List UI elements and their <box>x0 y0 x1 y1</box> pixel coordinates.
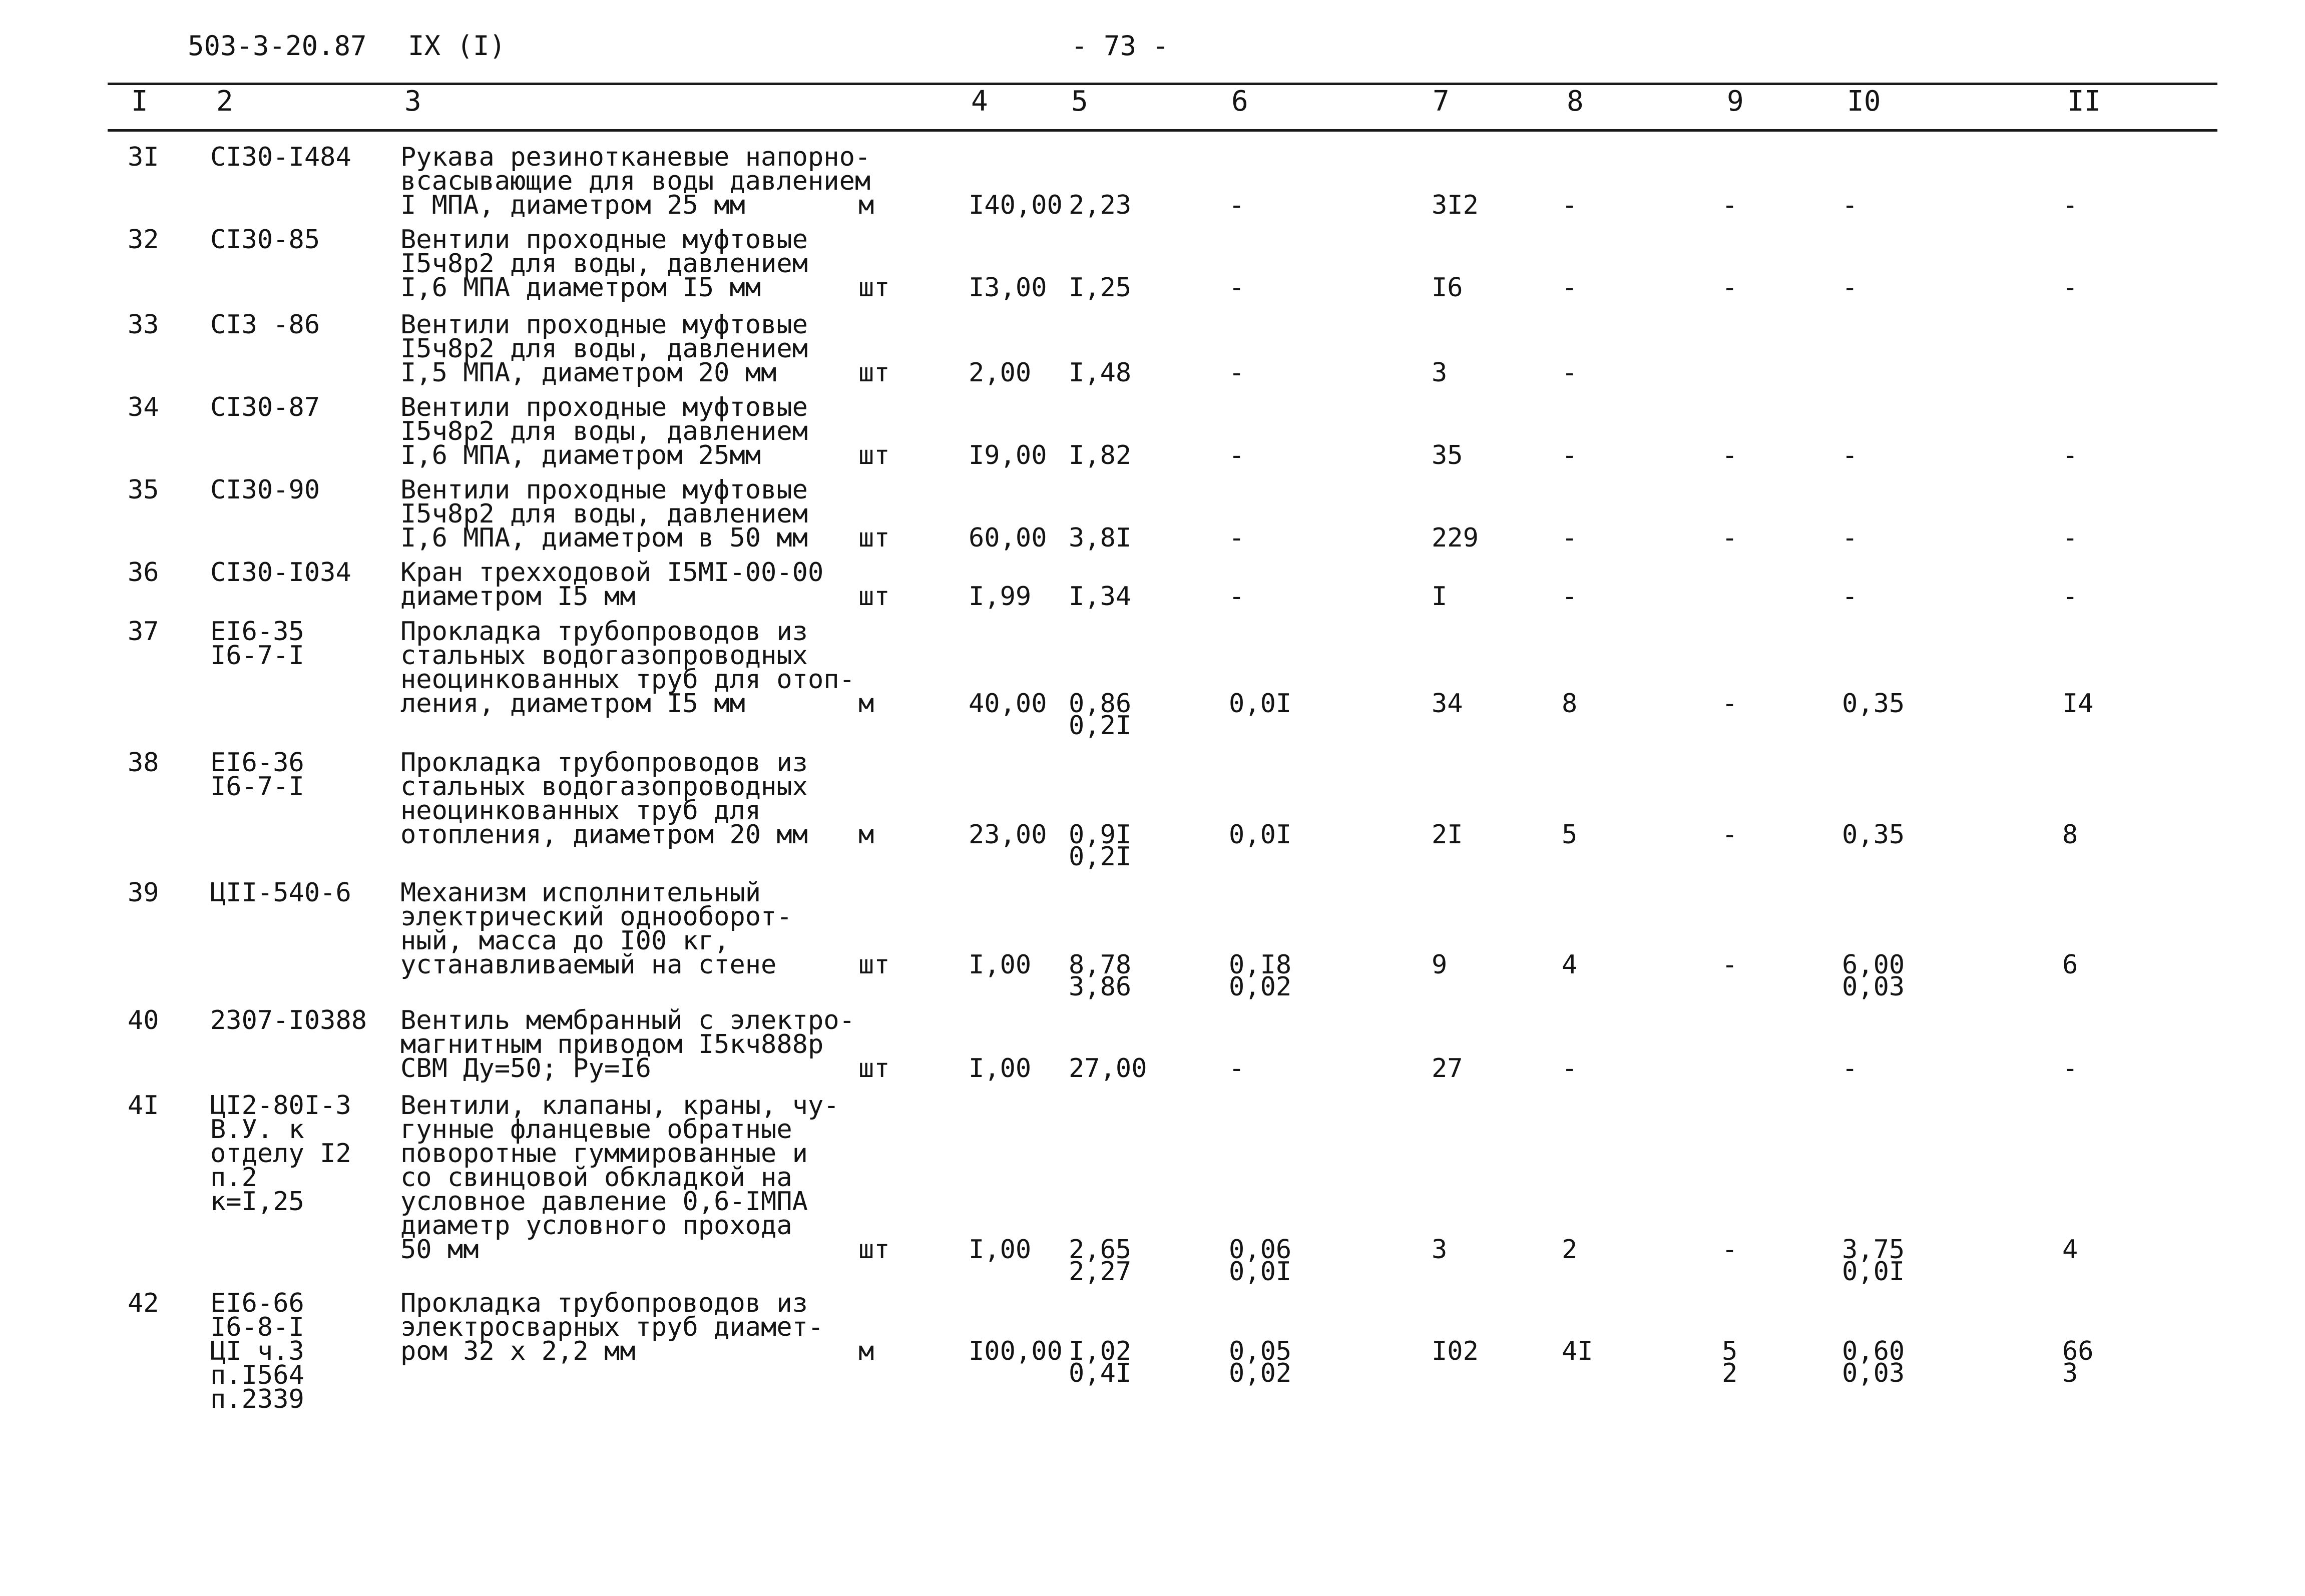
description-line: гунные фланцевые обратные <box>400 1115 792 1145</box>
description-line: со свинцовой обкладкой на <box>400 1163 792 1193</box>
description-line: I5ч8р2 для воды, давлением <box>400 499 808 529</box>
col11-value-line: I4 <box>2062 689 2094 719</box>
description-line: 50 мм <box>400 1235 479 1265</box>
unit: м <box>858 1336 874 1366</box>
col8-value: - <box>1562 582 1578 612</box>
col8-value: - <box>1562 1053 1578 1084</box>
column-header-5: 5 <box>1071 85 1088 118</box>
column-header-1: I <box>131 85 148 118</box>
col5-value-line: 0,86 <box>1069 689 1132 719</box>
description-line: Механизм исполнительный <box>400 878 761 908</box>
table-row <box>0 1005 2305 1084</box>
description-line: СВМ Ду=50; Ру=I6 <box>400 1053 651 1084</box>
col5-value-line: I,82 <box>1069 440 1132 470</box>
row-number: 32 <box>128 225 159 255</box>
col11-value-line: - <box>2062 440 2078 470</box>
quantity: I,00 <box>969 950 1032 980</box>
description-line: I5ч8р2 для воды, давлением <box>400 249 808 279</box>
description-line: ром 32 х 2,2 мм <box>400 1336 636 1366</box>
col8-value: 8 <box>1562 689 1578 719</box>
col7-value: I02 <box>1432 1336 1479 1366</box>
unit: м <box>858 689 874 719</box>
description-line: ный, масса до I00 кг, <box>400 926 730 956</box>
row-number: 37 <box>128 617 159 647</box>
col6-value-line: 0,0I <box>1229 689 1292 719</box>
col6-value-line: 0,02 <box>1229 972 1292 1002</box>
price-code-line: I6-7-I <box>210 641 304 671</box>
table-row <box>0 142 2305 220</box>
col6-value-line: - <box>1229 358 1245 388</box>
column-header-4: 4 <box>971 85 988 118</box>
col9-value-line: 2 <box>1722 1358 1738 1388</box>
quantity: I,99 <box>969 582 1032 612</box>
quantity: I,00 <box>969 1235 1032 1265</box>
col11-value-line: - <box>2062 273 2078 303</box>
col11-value-line: 8 <box>2062 820 2078 850</box>
col6-value-line: - <box>1229 1053 1245 1084</box>
unit: м <box>858 190 874 220</box>
col5-value-line: I,02 <box>1069 1336 1132 1366</box>
col10-value-line: - <box>1842 190 1858 220</box>
row-number: 42 <box>128 1288 159 1318</box>
description-line: электросварных труб диамет- <box>400 1312 824 1342</box>
quantity: 23,00 <box>969 820 1047 850</box>
price-code-line: отделу I2 <box>210 1139 351 1169</box>
description-line: магнитным приводом I5кч888р <box>400 1029 824 1059</box>
description-line: Рукава резинотканевые напорно- <box>400 142 871 172</box>
row-number: 35 <box>128 475 159 505</box>
col5-value-line: 2,23 <box>1069 190 1132 220</box>
col5-value-line: 27,00 <box>1069 1053 1147 1084</box>
col6-value-line: - <box>1229 190 1245 220</box>
column-header-10: I0 <box>1847 85 1881 118</box>
col6-value-line: - <box>1229 523 1245 553</box>
description-line: I5ч8р2 для воды, давлением <box>400 334 808 364</box>
row-number: 38 <box>128 748 159 778</box>
col5-value-line: 0,2I <box>1069 842 1132 872</box>
col6-value-line: 0,05 <box>1229 1336 1292 1366</box>
col10-value-line: 0,03 <box>1842 1358 1905 1388</box>
col5-value-line: 3,8I <box>1069 523 1132 553</box>
col7-value: 34 <box>1432 689 1463 719</box>
col10-value-line: 3,75 <box>1842 1235 1905 1265</box>
col5-value-line: 0,4I <box>1069 1358 1132 1388</box>
unit: шт <box>858 582 890 612</box>
col11-value-line: 4 <box>2062 1235 2078 1265</box>
col11-value-line: 6 <box>2062 950 2078 980</box>
unit: шт <box>858 1235 890 1265</box>
description-line: Вентили проходные муфтовые <box>400 392 808 422</box>
col5-value-line: 2,27 <box>1069 1257 1132 1287</box>
col9-value-line: - <box>1722 950 1738 980</box>
col11-value-line: 3 <box>2062 1358 2078 1388</box>
price-code-line: п.2 <box>210 1163 257 1193</box>
col8-value: - <box>1562 523 1578 553</box>
price-code-line: CI30-87 <box>210 392 320 422</box>
col10-value-line: - <box>1842 523 1858 553</box>
column-header-9: 9 <box>1727 85 1744 118</box>
col10-value-line: - <box>1842 273 1858 303</box>
col10-value-line: - <box>1842 1053 1858 1084</box>
col11-value-line: - <box>2062 190 2078 220</box>
col6-value-line: - <box>1229 440 1245 470</box>
price-code-line: EI6-36 <box>210 748 304 778</box>
col7-value: 3 <box>1432 1235 1448 1265</box>
col9-value-line: - <box>1722 190 1738 220</box>
description-line: Вентиль мембранный с электро- <box>400 1005 855 1035</box>
column-header-8: 8 <box>1567 85 1584 118</box>
row-number: 40 <box>128 1005 159 1035</box>
col8-value: 2 <box>1562 1235 1578 1265</box>
description-line: Вентили проходные муфтовые <box>400 225 808 255</box>
col9-value-line: - <box>1722 689 1738 719</box>
col11-value-line: 66 <box>2062 1336 2094 1366</box>
description-line: I,5 МПА, диаметром 20 мм <box>400 358 777 388</box>
col9-value-line: - <box>1722 820 1738 850</box>
row-number: 3I <box>128 142 159 172</box>
col8-value: 5 <box>1562 820 1578 850</box>
col5-value-line: 0,9I <box>1069 820 1132 850</box>
price-code-line: п.I564 <box>210 1360 304 1390</box>
column-header-7: 7 <box>1433 85 1450 118</box>
col10-value-line: 0,03 <box>1842 972 1905 1002</box>
col11-value-line: - <box>2062 523 2078 553</box>
col7-value: 27 <box>1432 1053 1463 1084</box>
col5-value-line: I,48 <box>1069 358 1132 388</box>
description-line: неоцинкованных труб для <box>400 796 761 826</box>
page-number: - 73 - <box>1071 30 1169 62</box>
col7-value: 3 <box>1432 358 1448 388</box>
column-header-2: 2 <box>216 85 233 118</box>
col6-value-line: - <box>1229 582 1245 612</box>
table-row <box>0 392 2305 470</box>
col10-value-line: - <box>1842 440 1858 470</box>
price-code-line: ЦI2-80I-3 <box>210 1091 351 1121</box>
col8-value: - <box>1562 440 1578 470</box>
col7-value: 9 <box>1432 950 1448 980</box>
description-line: I МПА, диаметром 25 мм <box>400 190 745 220</box>
col7-value: 229 <box>1432 523 1479 553</box>
col10-value-line: 6,00 <box>1842 950 1905 980</box>
description-line: диаметр условного прохода <box>400 1211 792 1241</box>
col8-value: 4I <box>1562 1336 1593 1366</box>
unit: шт <box>858 440 890 470</box>
price-code-line: I6-7-I <box>210 772 304 802</box>
description-line: I,6 МПА, диаметром в 50 мм <box>400 523 808 553</box>
price-code-line: 2307-I0388 <box>210 1005 367 1035</box>
description-line: Прокладка трубопроводов из <box>400 617 808 647</box>
unit: м <box>858 820 874 850</box>
unit: шт <box>858 1053 890 1084</box>
description-line: неоцинкованных труб для отоп- <box>400 665 855 695</box>
description-line: диаметром I5 мм <box>400 582 636 612</box>
col10-value-line: 0,35 <box>1842 820 1905 850</box>
col5-value-line: I,34 <box>1069 582 1132 612</box>
description-line: Кран трехходовой I5МI-00-00 <box>400 558 824 588</box>
description-line: I,6 МПА, диаметром 25мм <box>400 440 761 470</box>
col9-value-line: - <box>1722 440 1738 470</box>
col8-value: - <box>1562 358 1578 388</box>
description-line: Вентили проходные муфтовые <box>400 475 808 505</box>
description-line: отопления, диаметром 20 мм <box>400 820 808 850</box>
description-line: устанавливаемый на стене <box>400 950 777 980</box>
column-header-11: II <box>2067 85 2101 118</box>
price-code-line: В.У. к <box>210 1115 304 1145</box>
col5-value-line: 2,65 <box>1069 1235 1132 1265</box>
unit: шт <box>858 523 890 553</box>
row-number: 34 <box>128 392 159 422</box>
quantity: I40,00 <box>969 190 1063 220</box>
row-number: 4I <box>128 1091 159 1121</box>
col5-value-line: 3,86 <box>1069 972 1132 1002</box>
price-code-line: EI6-66 <box>210 1288 304 1318</box>
description-line: стальных водогазопроводных <box>400 772 808 802</box>
col6-value-line: 0,I8 <box>1229 950 1292 980</box>
col10-value-line: - <box>1842 582 1858 612</box>
description-line: Прокладка трубопроводов из <box>400 748 808 778</box>
col7-value: I6 <box>1432 273 1463 303</box>
price-code-line: EI6-35 <box>210 617 304 647</box>
col7-value: 35 <box>1432 440 1463 470</box>
price-code-line: CI30-I034 <box>210 558 351 588</box>
col5-value-line: 8,78 <box>1069 950 1132 980</box>
col8-value: - <box>1562 273 1578 303</box>
col10-value-line: 0,35 <box>1842 689 1905 719</box>
col10-value-line: 0,60 <box>1842 1336 1905 1366</box>
description-line: Прокладка трубопроводов из <box>400 1288 808 1318</box>
col7-value: 3I2 <box>1432 190 1479 220</box>
col11-value-line: - <box>2062 582 2078 612</box>
quantity: I3,00 <box>969 273 1047 303</box>
description-line: I5ч8р2 для воды, давлением <box>400 416 808 446</box>
column-header-6: 6 <box>1231 85 1248 118</box>
unit: шт <box>858 273 890 303</box>
description-line: электрический однооборот- <box>400 902 792 932</box>
price-code-line: ЦI ч.3 <box>210 1336 304 1366</box>
row-number: 39 <box>128 878 159 908</box>
price-code-line: к=I,25 <box>210 1187 304 1217</box>
price-code-line: п.2339 <box>210 1384 304 1414</box>
description-line: условное давление 0,6-IМПА <box>400 1187 808 1217</box>
price-code-line: CI3 -86 <box>210 310 320 340</box>
col6-value-line: 0,02 <box>1229 1358 1292 1388</box>
col10-value-line: 0,0I <box>1842 1257 1905 1287</box>
description-line: Вентили, клапаны, краны, чу- <box>400 1091 839 1121</box>
col9-value-line: - <box>1722 1235 1738 1265</box>
col6-value-line: 0,0I <box>1229 1257 1292 1287</box>
price-code-line: CI30-I484 <box>210 142 351 172</box>
quantity: 2,00 <box>969 358 1032 388</box>
quantity: I,00 <box>969 1053 1032 1084</box>
quantity: I00,00 <box>969 1336 1063 1366</box>
col11-value-line: - <box>2062 1053 2078 1084</box>
quantity: 40,00 <box>969 689 1047 719</box>
description-line: Вентили проходные муфтовые <box>400 310 808 340</box>
price-code-line: CI30-85 <box>210 225 320 255</box>
row-number: 33 <box>128 310 159 340</box>
row-number: 36 <box>128 558 159 588</box>
description-line: всасывающие для воды давлением <box>400 166 871 196</box>
description-line: стальных водогазопроводных <box>400 641 808 671</box>
quantity: 60,00 <box>969 523 1047 553</box>
description-line: поворотные гуммированные и <box>400 1139 808 1169</box>
price-code-line: I6-8-I <box>210 1312 304 1342</box>
price-code-line: ЦII-540-6 <box>210 878 351 908</box>
document-code: 503-3-20.87 <box>188 30 367 62</box>
col9-value-line: 5 <box>1722 1336 1738 1366</box>
col7-value: 2I <box>1432 820 1463 850</box>
table-row <box>0 1288 2305 1414</box>
col8-value: - <box>1562 190 1578 220</box>
col6-value-line: 0,0I <box>1229 820 1292 850</box>
col9-value-line: - <box>1722 273 1738 303</box>
column-header-3: 3 <box>404 85 421 118</box>
price-code-line: CI30-90 <box>210 475 320 505</box>
description-line: I,6 МПА диаметром I5 мм <box>400 273 761 303</box>
col7-value: I <box>1432 582 1448 612</box>
col5-value-line: 0,2I <box>1069 711 1132 741</box>
section-label: IX (I) <box>408 30 506 62</box>
col8-value: 4 <box>1562 950 1578 980</box>
description-line: ления, диаметром I5 мм <box>400 689 745 719</box>
col9-value-line: - <box>1722 523 1738 553</box>
quantity: I9,00 <box>969 440 1047 470</box>
col6-value-line: 0,06 <box>1229 1235 1292 1265</box>
col6-value-line: - <box>1229 273 1245 303</box>
unit: шт <box>858 358 890 388</box>
col5-value-line: I,25 <box>1069 273 1132 303</box>
unit: шт <box>858 950 890 980</box>
